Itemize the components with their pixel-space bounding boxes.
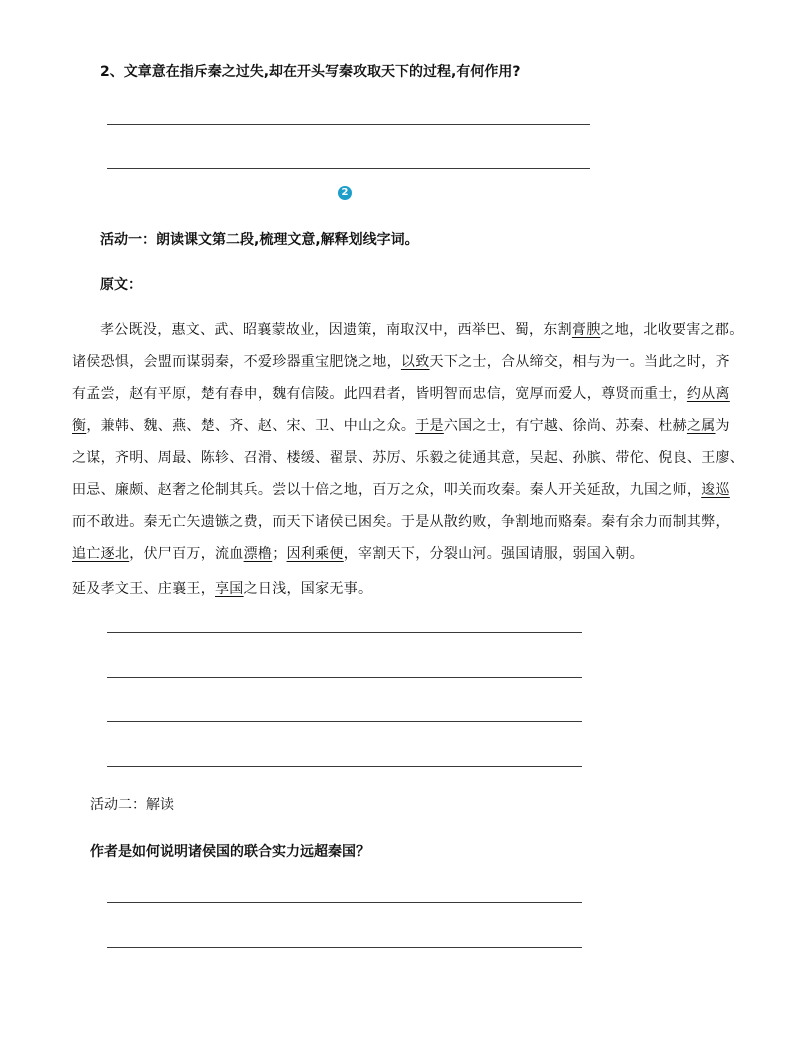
passage-text: 为 xyxy=(715,418,730,434)
passage-text: ，宰割天下，分裂山河。强国请服，弱国入朝。 xyxy=(343,546,645,562)
underlined-word: 追亡逐北 xyxy=(72,546,130,562)
underlined-word: 膏腴 xyxy=(571,322,601,338)
underlined-word: 于是 xyxy=(415,418,444,434)
answer-line xyxy=(107,632,582,633)
answer-line xyxy=(107,721,582,722)
passage-text: 诸侯恐惧，会盟而谋弱秦，不爱珍器重宝肥饶之地， xyxy=(72,354,401,370)
passage-text: 延及孝文王、庄襄王， xyxy=(72,581,215,597)
passage-text: 之地，北收要害之郡。 xyxy=(600,322,744,338)
passage-text: 有孟尝，赵有平原，楚有春申，魏有信陵。此四君者，皆明智而忠信，宽厚而爱人，尊贤而重士， xyxy=(72,386,687,402)
source-text-label: 原文： xyxy=(100,277,142,293)
underlined-word: 衡 xyxy=(72,418,87,434)
passage-paragraph xyxy=(72,314,782,570)
underlined-word: 约从离 xyxy=(686,386,730,402)
underlined-word: 享国 xyxy=(215,581,244,597)
question-2: 2、文章意在指斥秦之过失,却在开头写秦攻取天下的过程,有何作用? xyxy=(100,64,521,80)
passage-text: 天下之士，合从缔交，相与为一。当此之时，齐 xyxy=(429,354,730,370)
passage-text: 六国之士，有宁越、徐尚、苏秦、杜赫 xyxy=(443,418,687,434)
passage xyxy=(72,314,782,605)
underlined-word: 之属 xyxy=(686,418,716,434)
passage-text: 之日浅，国家无事。 xyxy=(243,581,373,597)
passage-line xyxy=(72,474,782,506)
passage-line xyxy=(72,538,782,570)
passage-line xyxy=(72,442,782,474)
passage-line xyxy=(72,506,782,538)
passage-line xyxy=(72,573,782,605)
passage-line xyxy=(72,346,782,378)
passage-text: ，伏尸百万，流血 xyxy=(129,546,244,562)
underlined-word: 漂橹 xyxy=(243,546,273,562)
activity-2-question: 作者是如何说明诸侯国的联合实力远超秦国？ xyxy=(90,844,370,860)
answer-line xyxy=(107,168,590,169)
underlined-word: 以致 xyxy=(400,354,430,370)
answer-line xyxy=(107,677,582,678)
answer-line xyxy=(107,124,590,125)
answer-line xyxy=(107,766,582,767)
activity-2-title: 活动二：解读 xyxy=(90,797,174,813)
answer-line xyxy=(107,902,582,903)
passage-line xyxy=(72,378,782,410)
passage-text: ； xyxy=(272,546,287,562)
passage-paragraph xyxy=(72,573,782,605)
passage-line xyxy=(72,314,782,346)
passage-text: 而不敢进。秦无亡矢遗镞之费，而天下诸侯已困矣。于是从散约败，争割地而赂秦。秦有余力而制其弊， xyxy=(72,514,730,530)
passage-text: 田忌、廉颇、赵奢之伦制其兵。尝以十倍之地，百万之众，叩关而攻秦。秦人开关延敌，九国之师， xyxy=(72,482,702,498)
passage-text: 之谋，齐明、周最、陈轸、召滑、楼缓、翟景、苏厉、乐毅之徒通其意，吴起、孙膑、带佗、倪良、王廖、 xyxy=(72,450,745,466)
activity-1-title: 活动一：朗读课文第二段,梳理文意,解释划线字词。 xyxy=(100,232,419,248)
passage-text: ，兼韩、魏、燕、楚、齐、赵、宋、卫、中山之众。 xyxy=(86,418,416,434)
passage-text: 孝公既没，惠文、武、昭襄蒙故业，因遗策，南取汉中，西举巴、蜀，东割 xyxy=(100,322,572,338)
section-number-badge: 2 xyxy=(338,186,352,200)
answer-line xyxy=(107,947,582,948)
underlined-word: 逡巡 xyxy=(701,482,730,498)
underlined-word: 因利乘便 xyxy=(286,546,344,562)
passage-line xyxy=(72,410,782,442)
